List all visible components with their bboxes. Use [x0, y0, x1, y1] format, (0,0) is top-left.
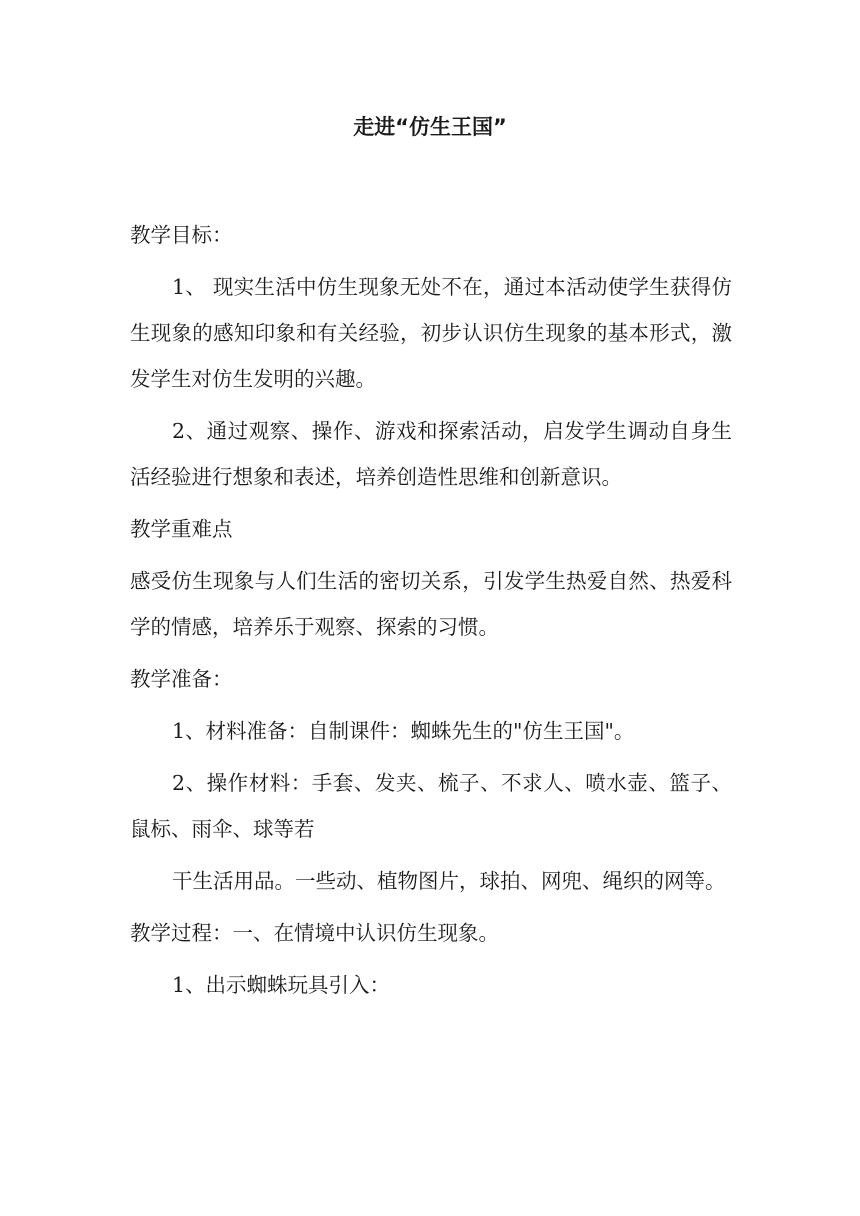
paragraph-preparation-1: 1、材料准备：自制课件：蜘蛛先生的"仿生王国"。	[172, 719, 635, 743]
section-heading-preparation: 教学准备：	[130, 667, 233, 691]
paragraph-preparation-2: 2、操作材料：手套、发夹、梳子、不求人、喷水壶、篮子、鼠标、雨伞、球等若	[130, 771, 732, 841]
section-heading-process: 教学过程：一、在情境中认识仿生现象。	[130, 921, 499, 945]
section-heading-objectives: 教学目标：	[130, 223, 233, 247]
section-heading-key-points: 教学重难点	[130, 517, 233, 541]
paragraph-objective-2: 2、通过观察、操作、游戏和探索活动，启发学生调动自身生活经验进行想象和表述，培养创造性思维和创新意识。	[130, 419, 732, 489]
document-title: 走进“仿生王国”	[353, 115, 507, 139]
paragraph-preparation-2-cont: 干生活用品。一些动、植物图片，球拍、网兜、绳织的网等。	[172, 869, 726, 893]
paragraph-key-points: 感受仿生现象与人们生活的密切关系，引发学生热爱自然、热爱科学的情感，培养乐于观察、探索的习惯。	[130, 569, 732, 639]
paragraph-process-1: 1、出示蜘蛛玩具引入：	[172, 973, 391, 997]
paragraph-objective-1: 1、 现实生活中仿生现象无处不在，通过本活动使学生获得仿生现象的感知印象和有关经验，初步认识仿生现象的基本形式，激发学生对仿生发明的兴趣。	[130, 275, 732, 391]
document-body	[130, 212, 732, 1014]
